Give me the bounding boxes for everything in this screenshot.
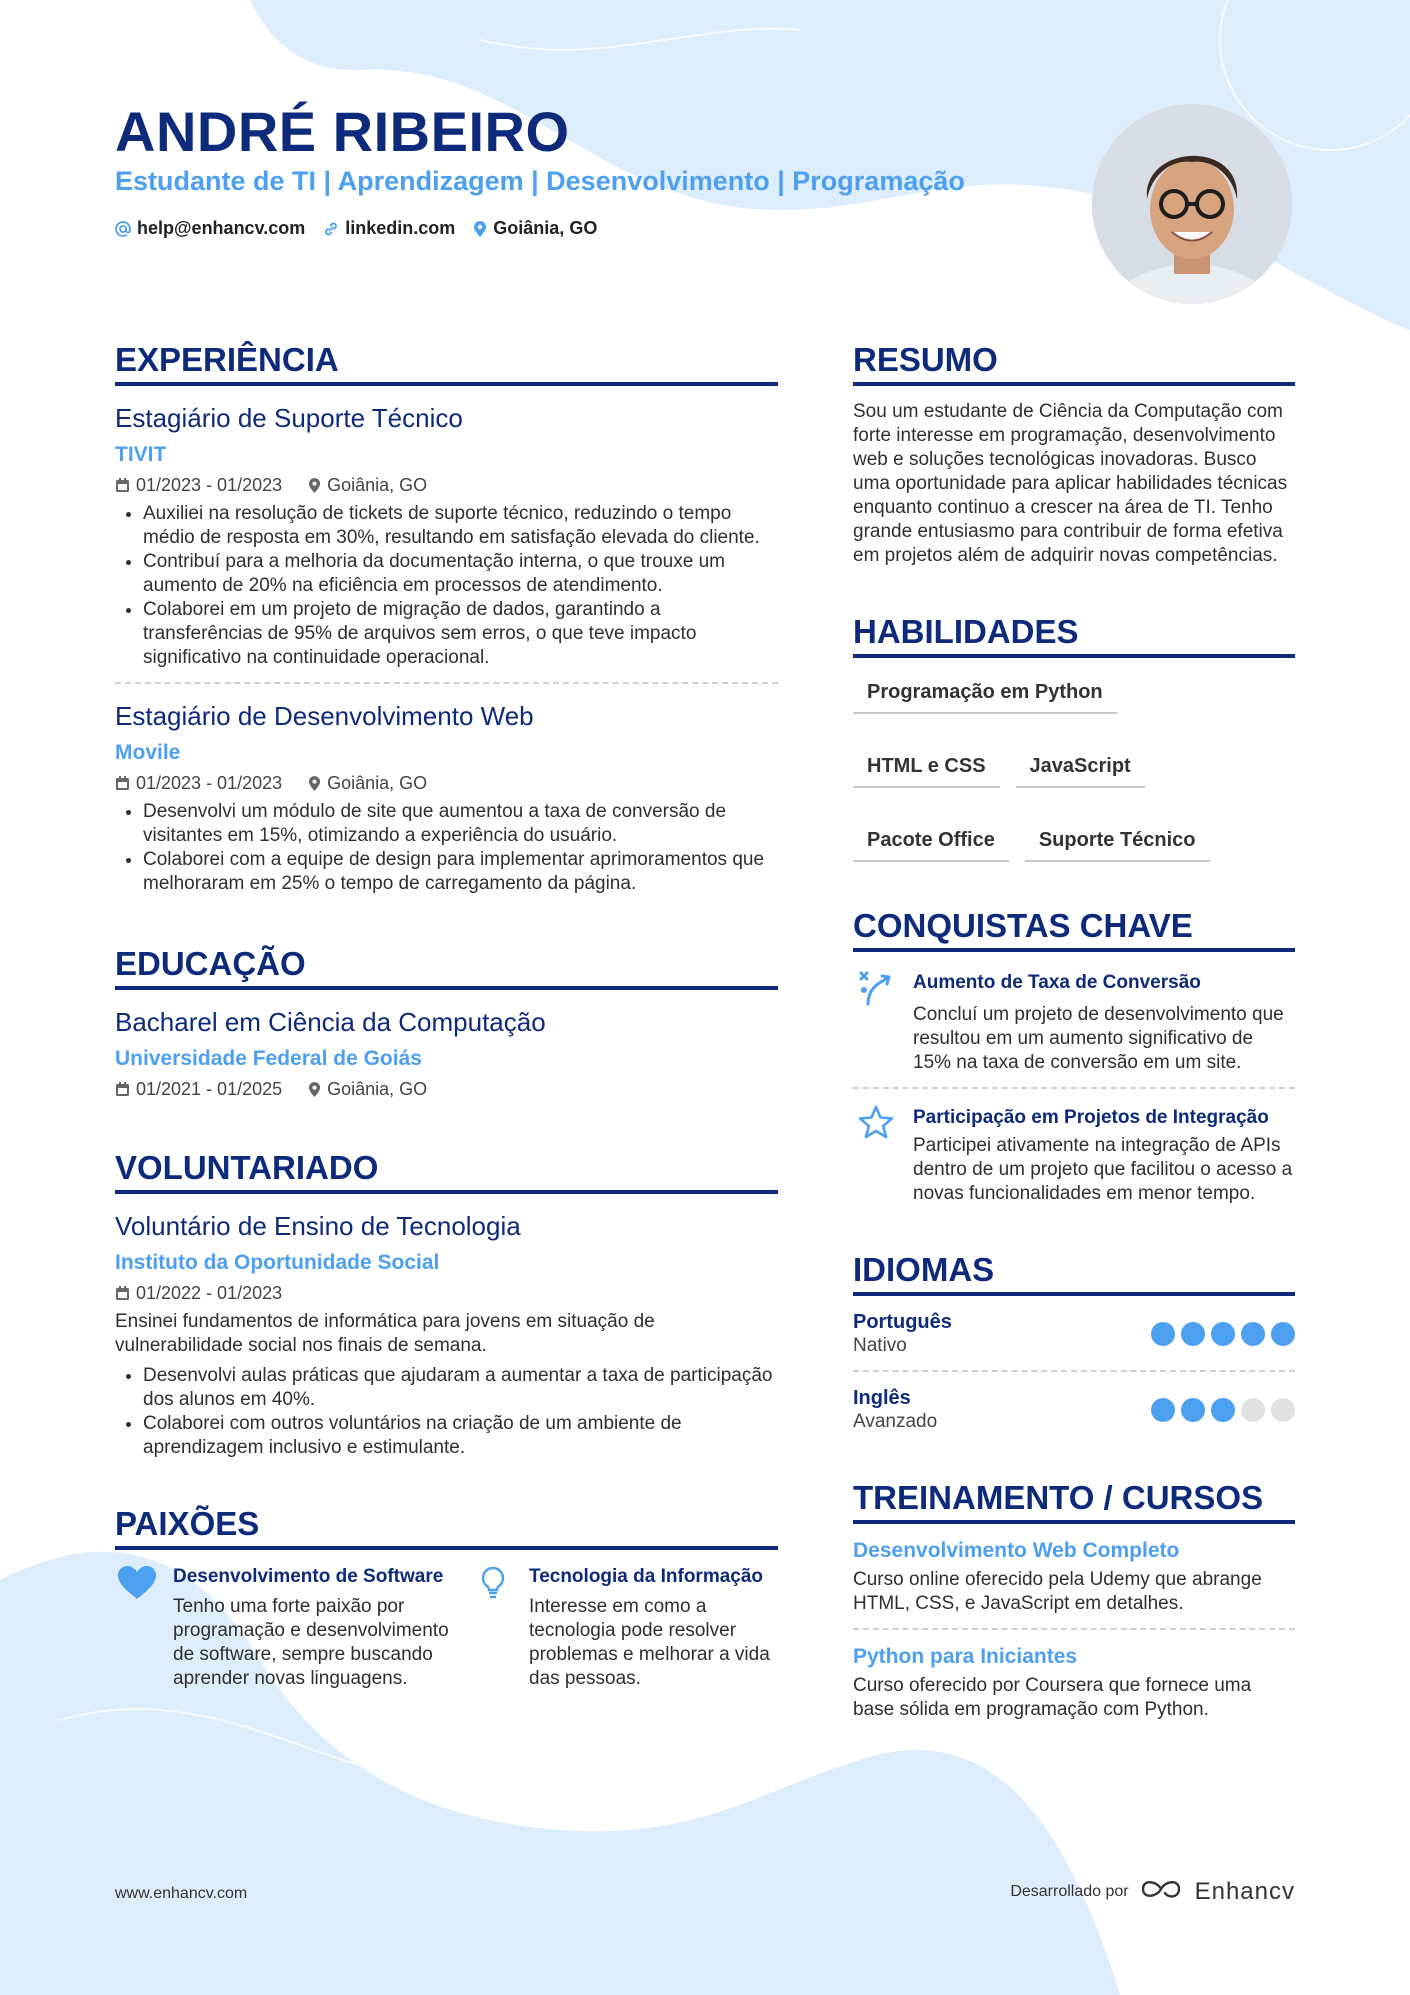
rating-dot-filled [1211, 1322, 1235, 1346]
achievement-text: Concluí um projeto de desenvolvimento que resultou em um aumento significativo de 15% na taxa de conversão em um site. [913, 1004, 1284, 1073]
skills-list [853, 672, 1295, 862]
rating-dot-filled [1211, 1398, 1235, 1422]
rating-dot-filled [1241, 1322, 1265, 1346]
achievement-title: Aumento de Taxa de Conversão [913, 972, 1201, 993]
language-item [853, 1386, 1295, 1434]
strategy-icon [853, 970, 899, 1075]
language-name: Inglês [853, 1387, 911, 1409]
achievement-item [853, 1105, 1295, 1206]
bullet-item: • Colaborei com a equipe de design para implementar aprimoramentos que melhoraram em 25% o tempo de carregamento da página. [143, 848, 778, 896]
rating-dot-filled [1151, 1322, 1175, 1346]
achievements-title: CONQUISTAS CHAVE [853, 906, 1295, 952]
divider [115, 682, 778, 684]
course-text: Curso oferecido por Coursera que fornece uma base sólida em programação com Python. [853, 1675, 1252, 1720]
rating-dot-empty [1241, 1398, 1265, 1422]
volunteer-title: VOLUNTARIADO [115, 1148, 778, 1194]
star-icon [853, 1105, 899, 1206]
enhancv-logo-icon [1139, 1877, 1185, 1906]
language-rating [1151, 1322, 1295, 1346]
brand-name: Enhancv [1194, 1877, 1295, 1905]
skill-tag: JavaScript [1016, 746, 1145, 788]
skills-section [853, 612, 1295, 862]
education-meta [115, 1078, 778, 1100]
job-meta [115, 772, 778, 794]
job-dates: 01/2023 - 01/2023 [136, 475, 283, 495]
bullet-item: • Desenvolvi aulas práticas que ajudaram a aumentar a taxa de participação dos alunos em 40%. [143, 1364, 778, 1412]
passion-text: Interesse em como a tecnologia pode resolver problemas e melhorar a vida das pessoas. [529, 1596, 770, 1689]
company-name: TIVIT [115, 443, 167, 466]
job-bullets [115, 502, 778, 670]
languages-section [853, 1250, 1295, 1434]
bullet-item: • Contribuí para a melhoria da documentação interna, o que trouxe um aumento de 20% na eficiência em processos de atendimento. [143, 550, 778, 598]
achievement-title: Participação em Projetos de Integração [913, 1107, 1269, 1128]
achievement-text: Participei ativamente na integração de APIs dentro de um projeto que facilitou o acesso a novas funcionalidades em menor tempo. [913, 1135, 1293, 1204]
skill-tag: Suporte Técnico [1025, 820, 1210, 862]
rating-dot-filled [1181, 1398, 1205, 1422]
contact-email[interactable] [115, 218, 305, 239]
volunteer-dates: 01/2022 - 01/2023 [136, 1283, 283, 1303]
job-meta [115, 474, 778, 496]
experience-entry [115, 700, 778, 896]
job-title: Estagiário de Desenvolvimento Web [115, 701, 534, 731]
language-level: Nativo [853, 1335, 907, 1356]
education-dates: 01/2021 - 01/2025 [136, 1079, 283, 1099]
volunteer-description: Ensinei fundamentos de informática para jovens em situação de vulnerabilidade social nos finais de semana. [115, 1311, 655, 1356]
training-section [853, 1478, 1295, 1722]
divider [853, 1087, 1295, 1089]
left-column [115, 340, 778, 1691]
bullet-item: • Colaborei com outros voluntários na criação de um ambiente de aprendizagem inclusivo e estimulante. [143, 1412, 778, 1460]
education-section [115, 944, 778, 1100]
language-item [853, 1310, 1295, 1358]
contact-linkedin[interactable] [323, 218, 455, 239]
rating-dot-filled [1271, 1322, 1295, 1346]
calendar-icon [115, 477, 130, 493]
job-dates: 01/2023 - 01/2023 [136, 773, 283, 793]
email-text: help@enhancv.com [137, 218, 306, 238]
course-title: Python para Iniciantes [853, 1645, 1078, 1668]
lightbulb-icon [471, 1564, 515, 1691]
skill-tag: Programação em Python [853, 672, 1117, 714]
passion-title: Tecnologia da Informação [529, 1566, 764, 1587]
volunteer-org: Instituto da Oportunidade Social [115, 1251, 440, 1274]
profile-photo [1092, 104, 1292, 304]
divider [853, 1628, 1295, 1630]
summary-text: Sou um estudante de Ciência da Computação com forte interesse em programação, desenvolvimento web e soluções tecnológicas inovadoras. Busco uma oportunidade para aplicar habilidades técnicas enquanto continuo a crescer na área de TI. Tenho grande entusiasmo para contribuir de forma efetiva em projetos além de adquirir novas competências. [853, 401, 1288, 566]
job-location: Goiânia, GO [327, 475, 428, 495]
job-title: Estagiário de Suporte Técnico [115, 403, 463, 433]
education-location: Goiânia, GO [327, 1079, 428, 1099]
contact-bar [115, 218, 597, 239]
achievements-section [853, 906, 1295, 1206]
experience-entry [115, 402, 778, 670]
passion-title: Desenvolvimento de Software [173, 1566, 444, 1587]
bullet-item: • Colaborei em um projeto de migração de dados, garantindo a transferências de 95% de arquivos sem erros, o que teve impacto significativo na continuidade operacional. [143, 598, 778, 670]
location-pin-icon [473, 220, 487, 238]
rating-dot-empty [1271, 1398, 1295, 1422]
headline: Estudante de TI | Aprendizagem | Desenvolvimento | Programação [115, 166, 965, 196]
heart-icon [115, 1564, 159, 1691]
bullet-item: • Auxiliei na resolução de tickets de suporte técnico, reduzindo o tempo médio de resposta em 30%, resultando em satisfação elevada do cliente. [143, 502, 778, 550]
language-rating [1151, 1398, 1295, 1422]
degree-title: Bacharel em Ciência da Computação [115, 1007, 546, 1037]
education-title: EDUCAÇÃO [115, 944, 778, 990]
experience-title: EXPERIÊNCIA [115, 340, 778, 386]
course-title: Desenvolvimento Web Completo [853, 1539, 1180, 1562]
divider [853, 1370, 1295, 1372]
footer-website[interactable]: www.enhancv.com [115, 1885, 248, 1902]
candidate-name: ANDRÉ RIBEIRO [115, 100, 570, 163]
job-bullets [115, 800, 778, 896]
job-location: Goiânia, GO [327, 773, 428, 793]
location-text: Goiânia, GO [493, 218, 598, 238]
footer-branding [1010, 1877, 1295, 1906]
passion-text: Tenho uma forte paixão por programação e desenvolvimento de software, sempre buscando aprender novas linguagens. [173, 1596, 449, 1689]
training-title: TREINAMENTO / CURSOS [853, 1478, 1295, 1524]
calendar-icon [115, 1285, 130, 1301]
passions-list [115, 1564, 778, 1691]
bullet-item: • Desenvolvi um módulo de site que aumentou a taxa de conversão de visitantes em 15%, otimizando a experiência do usuário. [143, 800, 778, 848]
skill-tag: Pacote Office [853, 820, 1009, 862]
location-pin-icon [308, 1081, 321, 1098]
location-pin-icon [308, 775, 321, 792]
passions-title: PAIXÕES [115, 1504, 778, 1550]
passion-item [471, 1564, 771, 1691]
volunteer-section [115, 1148, 778, 1460]
course-text: Curso online oferecido pela Udemy que abrange HTML, CSS, e JavaScript em detalhes. [853, 1569, 1262, 1614]
summary-section [853, 340, 1295, 568]
linkedin-text: linkedin.com [345, 218, 456, 238]
calendar-icon [115, 1081, 130, 1097]
volunteer-meta [115, 1282, 778, 1304]
location-pin-icon [308, 477, 321, 494]
language-name: Português [853, 1311, 952, 1333]
rating-dot-filled [1151, 1398, 1175, 1422]
volunteer-bullets [115, 1364, 778, 1460]
right-column [853, 340, 1295, 1722]
achievement-item [853, 970, 1295, 1075]
at-icon [115, 221, 131, 237]
powered-by-text: Desarrollado por [1010, 1882, 1129, 1900]
company-name: Movile [115, 741, 181, 764]
passion-item [115, 1564, 471, 1691]
languages-title: IDIOMAS [853, 1250, 1295, 1296]
passions-section [115, 1504, 778, 1691]
contact-location [473, 218, 597, 239]
skills-title: HABILIDADES [853, 612, 1295, 658]
summary-title: RESUMO [853, 340, 1295, 386]
rating-dot-filled [1181, 1322, 1205, 1346]
experience-section [115, 340, 778, 896]
language-level: Avanzado [853, 1411, 938, 1432]
link-icon [323, 221, 339, 237]
skill-tag: HTML e CSS [853, 746, 1000, 788]
calendar-icon [115, 775, 130, 791]
volunteer-role: Voluntário de Ensino de Tecnologia [115, 1211, 521, 1241]
school-name: Universidade Federal de Goiás [115, 1047, 422, 1070]
